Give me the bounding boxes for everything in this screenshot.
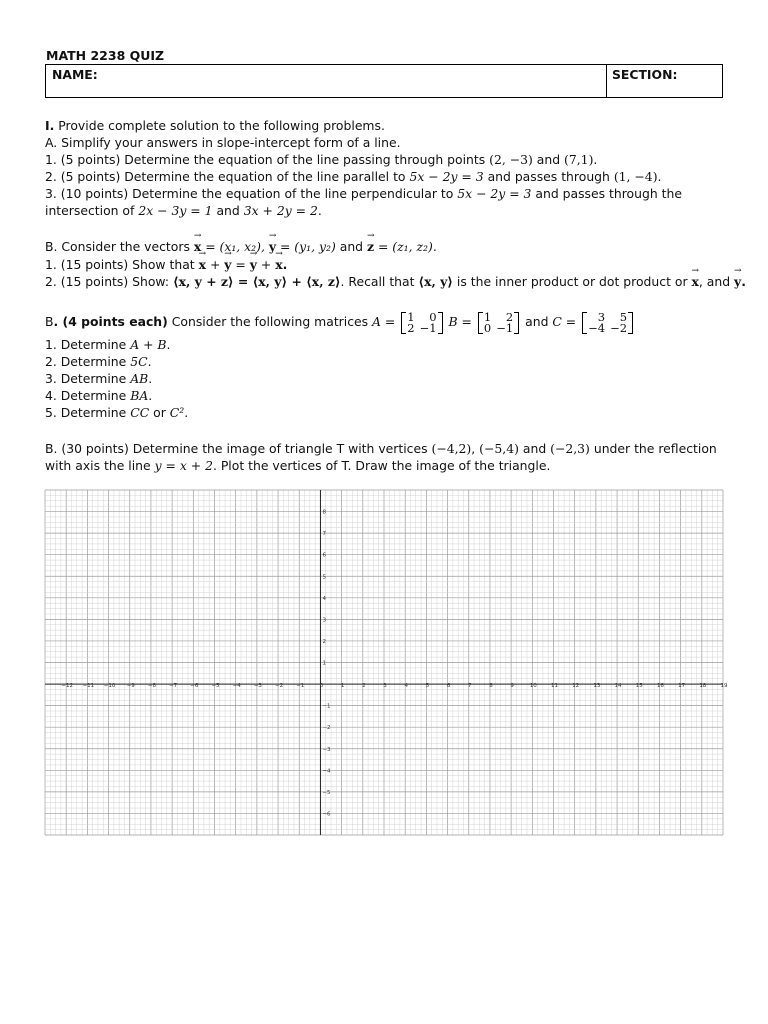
vq2-formula: ⟨x, y + z⟩ = ⟨x, y⟩ + ⟨x, z⟩ — [173, 274, 341, 289]
matrix-item-math: AB — [130, 371, 149, 386]
part1-subtitle: A. Simplify your answers in slope-intercept form of a line. — [45, 135, 401, 150]
y-tick-label: −3 — [322, 746, 331, 753]
x-tick-label: −10 — [103, 683, 116, 690]
vertex-sep: , — [471, 441, 480, 456]
matrix-c-cell: 5 — [619, 309, 628, 324]
part1-question-1 — [45, 151, 597, 168]
matrix-item-end: . — [184, 405, 189, 420]
q1-text: 1. (5 points) Determine the equation of the line passing through points — [45, 152, 490, 167]
q1-point1: (2, −3) — [489, 152, 533, 167]
y-tick-label: −2 — [322, 725, 331, 732]
q1-point2: (7,1) — [564, 152, 594, 167]
x-tick-label: 2 — [362, 683, 366, 690]
matrix-b-cell: 2 — [505, 309, 514, 324]
part1-roman: I. — [45, 118, 55, 133]
x-tick-label: −9 — [126, 683, 135, 690]
matrix-b-cell: −1 — [496, 320, 514, 335]
vector-z-def: = (z₁, z₂). — [374, 239, 437, 254]
q2-mid: and passes through — [483, 169, 614, 184]
vq1-x2: → x — [275, 256, 282, 273]
x-tick-label: −11 — [82, 683, 95, 690]
vq1-text: 1. (15 points) Show that — [45, 257, 199, 272]
vq2-comma: , and — [698, 274, 735, 289]
vector-z: → z — [367, 238, 374, 255]
x-tick-label: 18 — [699, 683, 707, 690]
vectors-and: and — [335, 239, 367, 254]
matrices-points: . (4 points each) — [53, 314, 168, 329]
y-tick-label: 8 — [322, 509, 326, 516]
y-tick-label: 2 — [322, 638, 326, 645]
q3-equation: 5x − 2y = 3 — [457, 186, 532, 201]
matrix-a-cell: 0 — [429, 309, 437, 324]
part1-intro — [45, 117, 385, 134]
x-tick-label: 17 — [678, 683, 686, 690]
matrix-item-c2: C² — [169, 405, 185, 420]
reflection-end: under the reflection — [589, 441, 717, 456]
x-tick-label: 4 — [404, 683, 408, 690]
y-tick-label: 4 — [322, 595, 326, 602]
y-tick-label: 5 — [322, 574, 326, 581]
x-tick-label: 19 — [720, 683, 728, 690]
q3-end: and passes through the — [531, 186, 682, 201]
reflection-line-1 — [45, 440, 717, 457]
vq2-mid: . Recall that — [340, 274, 419, 289]
vertex-and: and — [518, 441, 551, 456]
q1-end: . — [593, 152, 598, 167]
vq1-y: → y — [224, 256, 231, 273]
y-tick-label: −6 — [322, 811, 331, 818]
matrix-item-end: . — [147, 354, 152, 369]
q2-text: 2. (5 points) Determine the equation of the line parallel to — [45, 169, 410, 184]
matrix-item-end: . — [148, 388, 153, 403]
matrix-item-text: 5. Determine — [45, 405, 131, 420]
matrix-a-cell: 2 — [407, 320, 415, 335]
x-tick-label: 12 — [572, 683, 580, 690]
x-tick-label: −5 — [211, 683, 220, 690]
x-tick-label: −6 — [190, 683, 199, 690]
x-tick-label: 6 — [446, 683, 451, 690]
vq2-end: . — [741, 274, 746, 289]
q3-line2-text: intersection of — [45, 203, 139, 218]
vq2-text: 2. (15 points) Show: — [45, 274, 173, 289]
q1-and: and — [532, 152, 565, 167]
matrix-item-math: BA — [130, 388, 149, 403]
vector-x: → x — [194, 238, 201, 255]
q3-and: and — [212, 203, 244, 218]
matrix-item-or: or — [149, 405, 170, 420]
q2-equation: 5x − 2y = 3 — [409, 169, 484, 184]
section-label: SECTION: — [612, 67, 678, 82]
matrix-item-text: 3. Determine — [45, 371, 131, 386]
name-section-box — [45, 64, 723, 98]
matrix-b-name: B = — [448, 314, 472, 329]
vector-y-def: = (y₁, y₂) — [276, 239, 336, 254]
quiz-title: MATH 2238 QUIZ — [46, 48, 165, 63]
x-tick-label: 14 — [614, 683, 622, 690]
matrices-item-2 — [45, 353, 152, 370]
matrix-c — [582, 309, 633, 335]
vertex-3: (−2,3) — [550, 441, 590, 456]
matrix-a-name: A = — [372, 314, 396, 329]
x-tick-label: 9 — [510, 683, 514, 690]
x-tick-label: −2 — [275, 683, 284, 690]
x-tick-label: −3 — [253, 683, 262, 690]
x-tick-label: −8 — [147, 683, 156, 690]
matrix-c-cell: −4 — [588, 320, 606, 335]
reflection-axis-equation: y = x + 2 — [154, 458, 213, 473]
vq1-end: . — [282, 257, 288, 272]
x-tick-label: 13 — [593, 683, 601, 690]
matrices-item-3 — [45, 370, 152, 387]
y-tick-label: 6 — [322, 552, 326, 559]
matrix-b-cell: 0 — [483, 320, 492, 335]
matrix-a-cell: 1 — [407, 309, 415, 324]
vq2-x: → x — [691, 273, 698, 290]
x-tick-label: 11 — [551, 683, 558, 690]
vectors-question-1 — [45, 256, 287, 273]
vectors-intro-text: B. Consider the vectors — [45, 239, 194, 254]
y-tick-label: 7 — [322, 531, 326, 538]
part1-intro-text: Provide complete solution to the following problems. — [54, 118, 385, 133]
vq1-plus2: + — [256, 257, 276, 272]
matrix-item-text: 2. Determine — [45, 354, 131, 369]
box-divider — [606, 65, 607, 97]
matrices-label-b: B — [45, 314, 54, 329]
matrices-and: and — [521, 314, 553, 329]
matrices-item-5 — [45, 404, 188, 421]
y-tick-label: −1 — [322, 703, 331, 710]
matrices-item-4 — [45, 387, 152, 404]
graph-paper[interactable] — [45, 490, 728, 835]
vq1-plus: + — [206, 257, 225, 272]
part1-question-3-cont — [45, 202, 322, 219]
q3-equation-2: 2x − 3y = 1 — [138, 203, 213, 218]
x-tick-label: 8 — [489, 683, 493, 690]
matrix-a — [401, 309, 442, 335]
y-tick-label: −5 — [322, 789, 331, 796]
vertex-1: (−4,2) — [431, 441, 472, 456]
vector-x-def: = (x₁, x₂), — [201, 239, 269, 254]
q3-line2-end: . — [317, 203, 322, 218]
matrix-item-end: . — [148, 371, 153, 386]
vq2-inner-product: ⟨x, y⟩ — [418, 274, 453, 289]
matrix-item-math: A + B — [130, 337, 167, 352]
x-tick-label: −1 — [296, 683, 305, 690]
x-tick-label: 3 — [383, 683, 387, 690]
matrix-b-cell: 1 — [483, 309, 492, 324]
vertex-2: (−5,4) — [479, 441, 519, 456]
vq1-y2: → y — [250, 256, 257, 273]
matrix-item-text: 1. Determine — [45, 337, 131, 352]
matrix-item-text: 4. Determine — [45, 388, 131, 403]
matrix-b — [478, 309, 519, 335]
x-tick-label: 0 — [319, 683, 324, 690]
vectors-intro — [45, 238, 437, 255]
x-tick-label: −12 — [61, 683, 73, 690]
vector-y: → y — [269, 238, 276, 255]
x-tick-label: −7 — [169, 683, 178, 690]
x-tick-label: 15 — [635, 683, 643, 690]
x-tick-label: 5 — [425, 683, 430, 690]
reflection-line-2 — [45, 457, 550, 474]
x-tick-label: −4 — [232, 683, 241, 690]
vectors-question-2 — [45, 273, 746, 290]
reflection-line2-end: . Plot the vertices of T. Draw the image of the triangle. — [212, 458, 551, 473]
matrix-c-name: C = — [552, 314, 577, 329]
q2-point: (1, −4) — [613, 169, 658, 184]
y-tick-label: 1 — [322, 660, 326, 667]
q2-end: . — [657, 169, 662, 184]
q3-equation-3: 3x + 2y = 2 — [243, 203, 318, 218]
vq1-equals: = — [231, 257, 250, 272]
matrices-intro-text: Consider the following matrices — [167, 314, 373, 329]
matrix-item-math: CC — [130, 405, 150, 420]
x-tick-label: 10 — [529, 683, 537, 690]
reflection-line2-text: with axis the line — [45, 458, 155, 473]
matrix-item-math: 5C — [130, 354, 148, 369]
y-tick-label: −4 — [322, 768, 331, 775]
x-tick-label: 1 — [340, 683, 345, 690]
x-tick-label: 16 — [656, 683, 664, 690]
part1-question-2 — [45, 168, 661, 185]
part1-question-3 — [45, 185, 682, 202]
matrices-item-1 — [45, 336, 171, 353]
vq1-x: → x — [199, 256, 206, 273]
y-tick-label: 3 — [322, 617, 326, 624]
x-tick-label: 7 — [468, 683, 472, 690]
matrix-item-end: . — [166, 337, 171, 352]
matrices-intro — [45, 309, 635, 335]
matrix-c-cell: −2 — [610, 320, 628, 335]
reflection-text: B. (30 points) Determine the image of triangle T with vertices — [45, 441, 432, 456]
q3-text: 3. (10 points) Determine the equation of the line perpendicular to — [45, 186, 458, 201]
matrix-a-cell: −1 — [419, 320, 437, 335]
name-label: NAME: — [52, 67, 98, 82]
vq2-y: → y — [734, 273, 741, 290]
vq2-mid2: is the inner product or dot product or — [452, 274, 692, 289]
matrix-c-cell: 3 — [597, 309, 606, 324]
